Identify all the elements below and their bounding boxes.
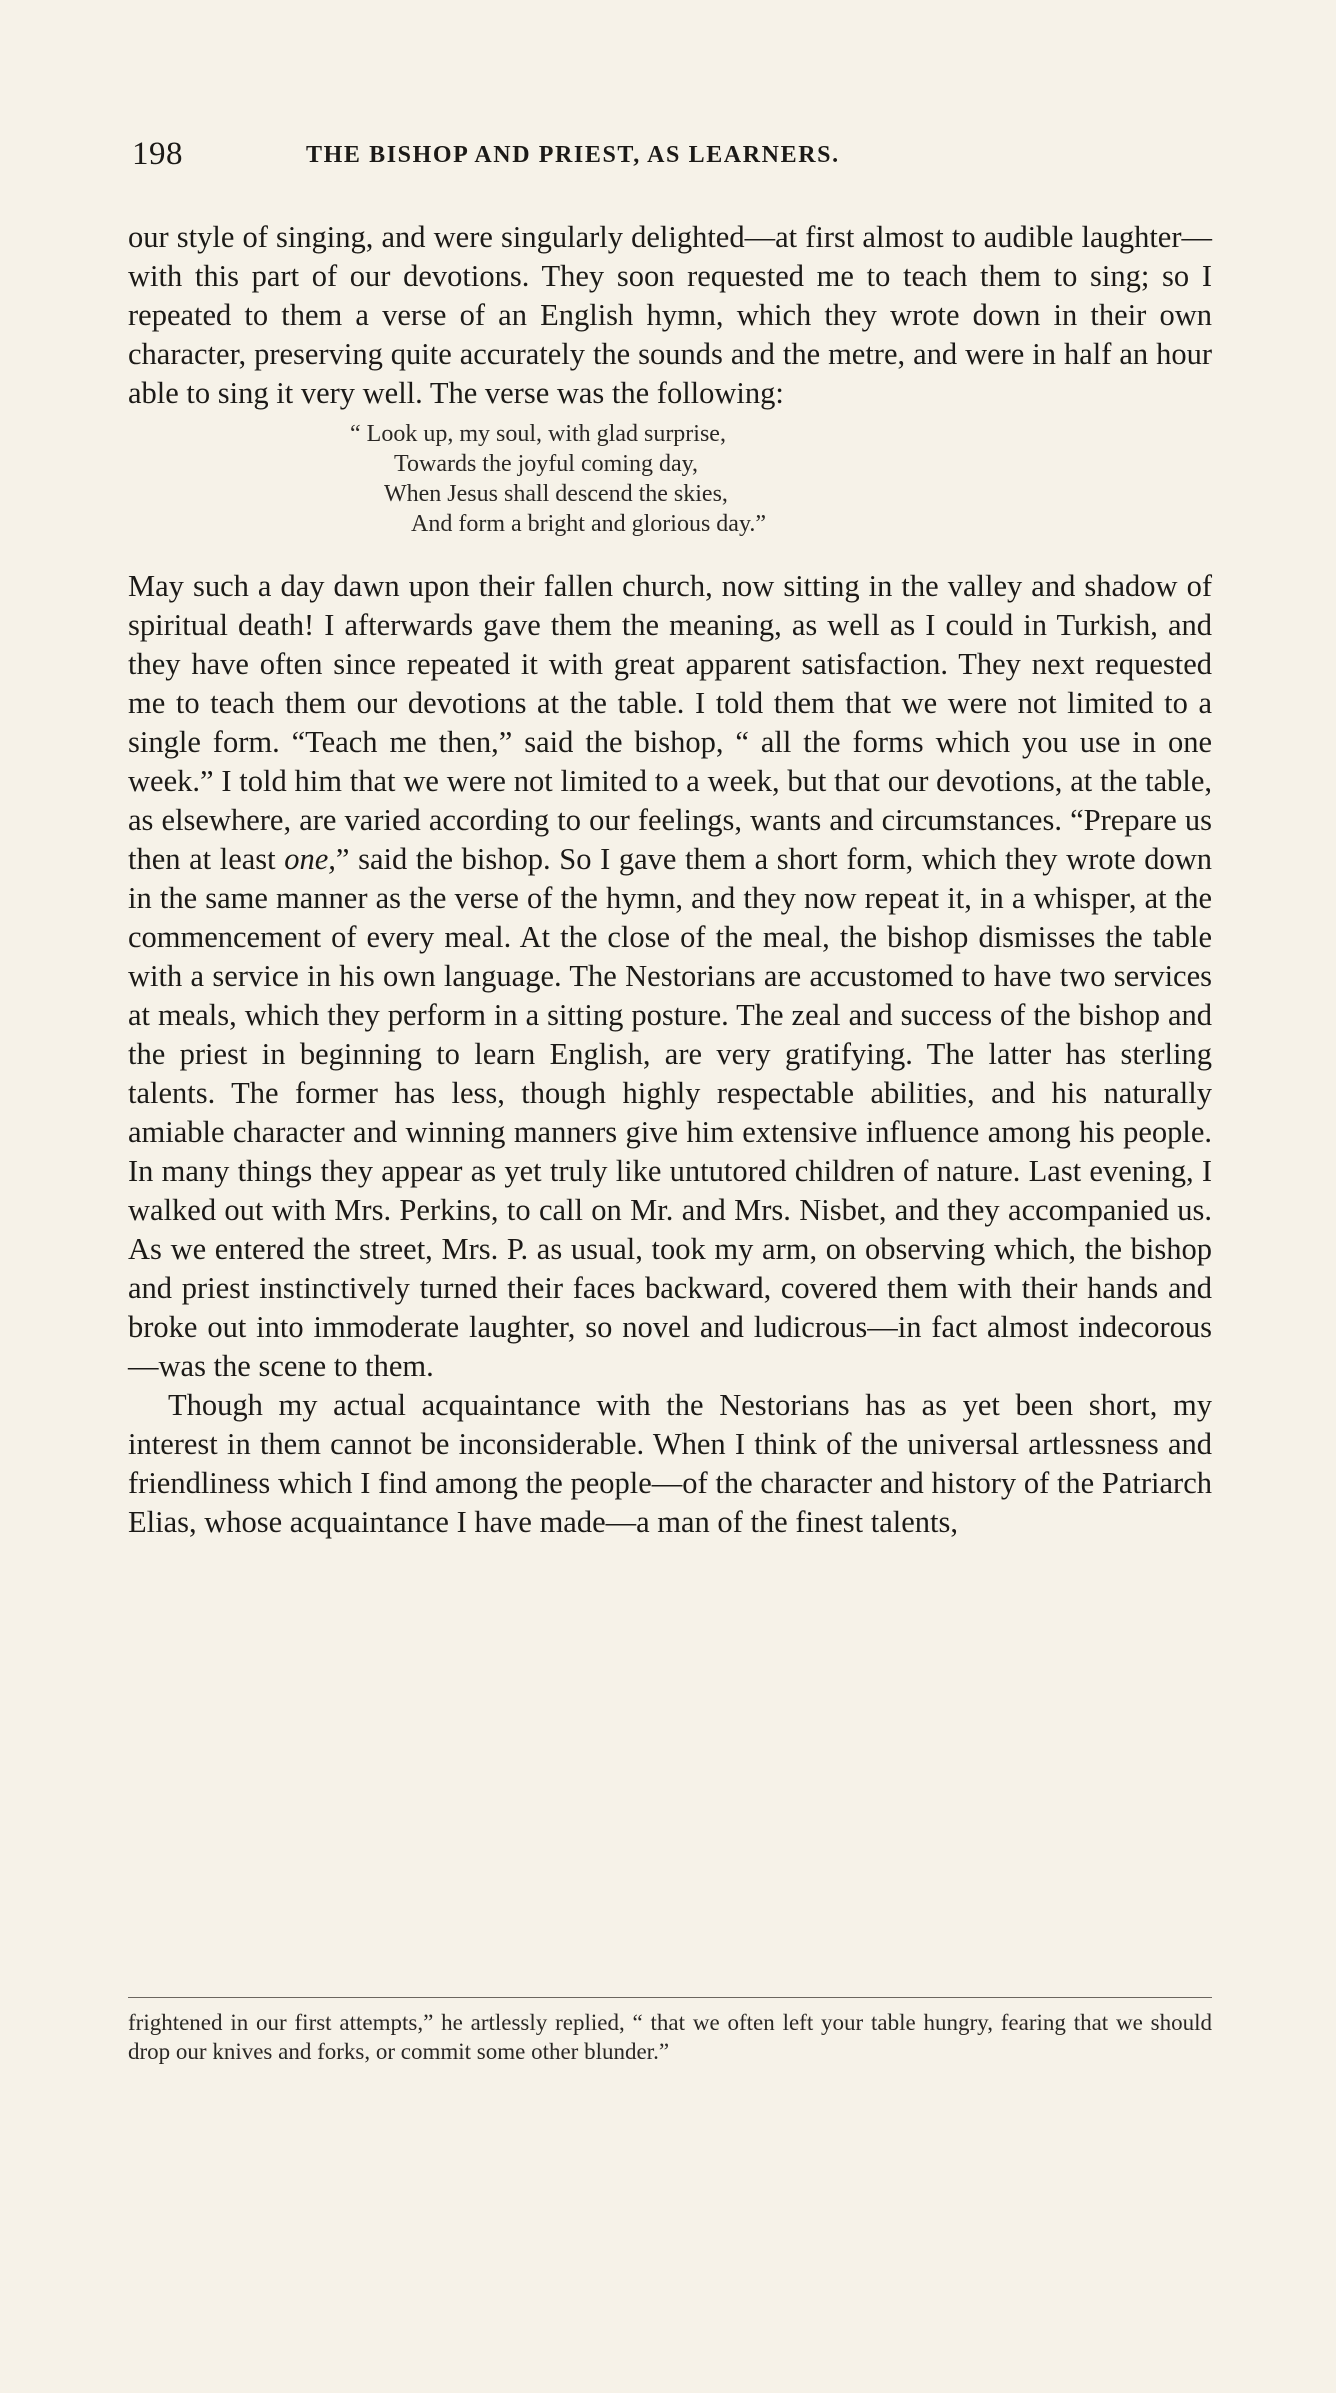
paragraph-continued: our style of singing, and were singularly delighted—at first almost to audible laughter—with this part of our devotions. They soon requested me to teach them to sing; so I repeated to them a verse of an English hymn, which they wrote down in their own character, preserving quite accurately the sounds and the metre, and were in half an hour able to sing it very well. The verse was the following:	[128, 220, 1212, 410]
paragraph-final: Though my actual acquaintance with the Nestorians has as yet been short, my interest in them cannot be inconsiderable. When I think of the universal artlessness and friendliness which I find among the people—of the character and history of the Patriarch Elias, whose acquaintance I have made—a man of the finest talents,	[128, 1388, 1212, 1539]
running-title: THE BISHOP AND PRIEST, AS LEARNERS.	[306, 142, 840, 168]
paragraph-main	[128, 567, 1212, 1386]
verse-line-2: Towards the joyful coming day,	[394, 451, 699, 477]
hymn-verse	[128, 419, 1212, 539]
footnote: frightened in our first attempts,” he artlessly replied, “ that we often left your table hungry, fearing that we should drop our knives and forks, or commit some other blunder.”	[128, 2010, 1212, 2064]
emphasis-one: one,	[284, 842, 336, 876]
footnote-divider	[128, 1997, 1212, 1998]
paragraph-main-part-2: ” said the bishop. So I gave them a short form, which they wrote down in the same manner as the verse of the hymn, and they now repeat it, in a whisper, at the commencement of every meal. At the close of the meal, the bishop dismisses the table with a service in his own language. The Nestorians are accustomed to have two services at meals, which they perform in a sitting posture. The zeal and success of the bishop and the priest in beginning to learn English, are very gratifying. The latter has sterling talents. The former has less, though highly respectable abilities, and his naturally amiable character and winning manners give him extensive influence among his people. In many things they appear as yet truly like untutored children of nature. Last evening, I walked out with Mrs. Perkins, to call on Mr. and Mrs. Nisbet, and they accompanied us. As we entered the street, Mrs. P. as usual, took my arm, on observing which, the bishop and priest instinctively turned their faces backward, covered them with their hands and broke out into immoderate laughter, so novel and ludicrous—in fact almost indecorous—was the scene to them.	[128, 842, 1212, 1383]
verse-line-4: And form a bright and glorious day.”	[411, 511, 767, 537]
verse-line-1: “ Look up, my soul, with glad surprise,	[350, 421, 726, 447]
paragraph-main-part-1: May such a day dawn upon their fallen church, now sitting in the valley and shadow of spiritual death! I afterwards gave them the meaning, as well as I could in Turkish, and they have often since repeated it with great apparent satisfaction. They next requested me to teach them our devotions at the table. I told them that we were not limited to a single form. “Teach me then,” said the bishop, “ all the forms which you use in one week.” I told him that we were not limited to a week, but that our devotions, at the table, as elsewhere, are varied according to our feelings, wants and circumstances. “Prepare us then at least	[128, 569, 1212, 876]
page-number: 198	[132, 136, 183, 172]
verse-line-3: When Jesus shall descend the skies,	[384, 481, 728, 507]
body-text	[128, 218, 1212, 1542]
running-head	[132, 136, 1022, 180]
